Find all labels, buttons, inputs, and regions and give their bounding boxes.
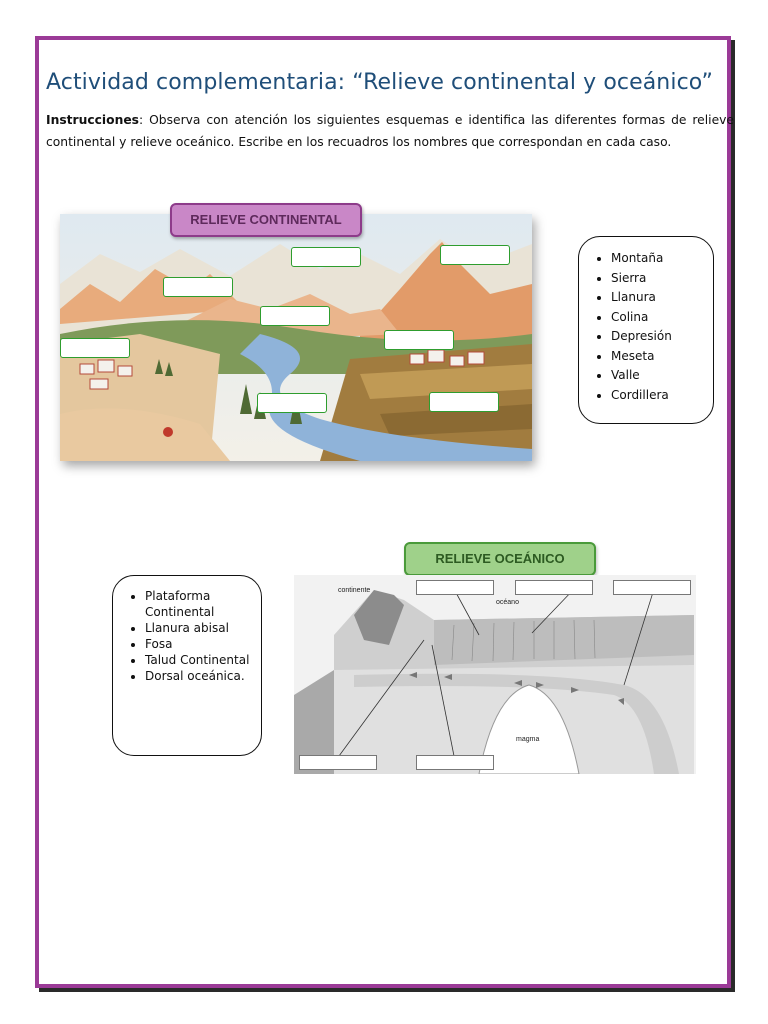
oceanic-word-bank [112, 575, 262, 756]
word-bank-item: • Plataforma Continental [145, 588, 261, 620]
continent-label: continente [338, 587, 371, 594]
continental-answer-box-6[interactable] [60, 338, 130, 358]
continental-answer-box-5[interactable] [384, 330, 454, 350]
word-bank-item: • Sierra [611, 269, 713, 289]
magma-label: magma [516, 736, 540, 743]
continental-answer-box-1[interactable] [291, 247, 361, 267]
instructions-label: Instrucciones [46, 113, 140, 127]
word-bank-item: • Talud Continental [145, 652, 261, 668]
oceanic-relief-illustration [294, 575, 696, 774]
continental-answer-box-7[interactable] [257, 393, 327, 413]
word-bank-item: • Valle [611, 366, 713, 386]
ocean-label: océano [496, 599, 519, 606]
word-bank-item: • Fosa [145, 636, 261, 652]
continental-word-list [579, 249, 713, 405]
continental-answer-box-4[interactable] [260, 306, 330, 326]
page-frame [35, 36, 731, 988]
word-bank-item: • Dorsal oceánica. [145, 668, 261, 684]
oceanic-answer-box-4[interactable] [299, 755, 377, 770]
page-title: Actividad complementaria: “Relieve continental y oceánico” [46, 70, 714, 95]
continental-word-bank [578, 236, 714, 424]
instructions [46, 109, 734, 153]
continental-answer-box-8[interactable] [429, 392, 499, 412]
oceanic-answer-box-2[interactable] [515, 580, 593, 595]
oceanic-relief-title: RELIEVE OCEÁNICO [404, 542, 596, 576]
oceanic-answer-box-1[interactable] [416, 580, 494, 595]
word-bank-item: • Meseta [611, 347, 713, 367]
continental-relief-title: RELIEVE CONTINENTAL [170, 203, 362, 237]
word-bank-item: • Depresión [611, 327, 713, 347]
oceanic-answer-box-3[interactable] [613, 580, 691, 595]
oceanic-crosssection-drawing [294, 575, 696, 774]
oceanic-answer-box-5[interactable] [416, 755, 494, 770]
word-bank-item: • Llanura abisal [145, 620, 261, 636]
instructions-text: : Observa con atención los siguientes esquemas e identifica las diferentes formas de relieve continental y relieve oceánico. Escribe en los recuadros los nombres que correspondan en cada caso. [46, 113, 734, 149]
word-bank-item: • Montaña [611, 249, 713, 269]
word-bank-item: • Llanura [611, 288, 713, 308]
word-bank-item: • Colina [611, 308, 713, 328]
oceanic-word-list [113, 588, 261, 684]
continental-answer-box-2[interactable] [440, 245, 510, 265]
word-bank-item: • Cordillera [611, 386, 713, 406]
continental-answer-box-3[interactable] [163, 277, 233, 297]
